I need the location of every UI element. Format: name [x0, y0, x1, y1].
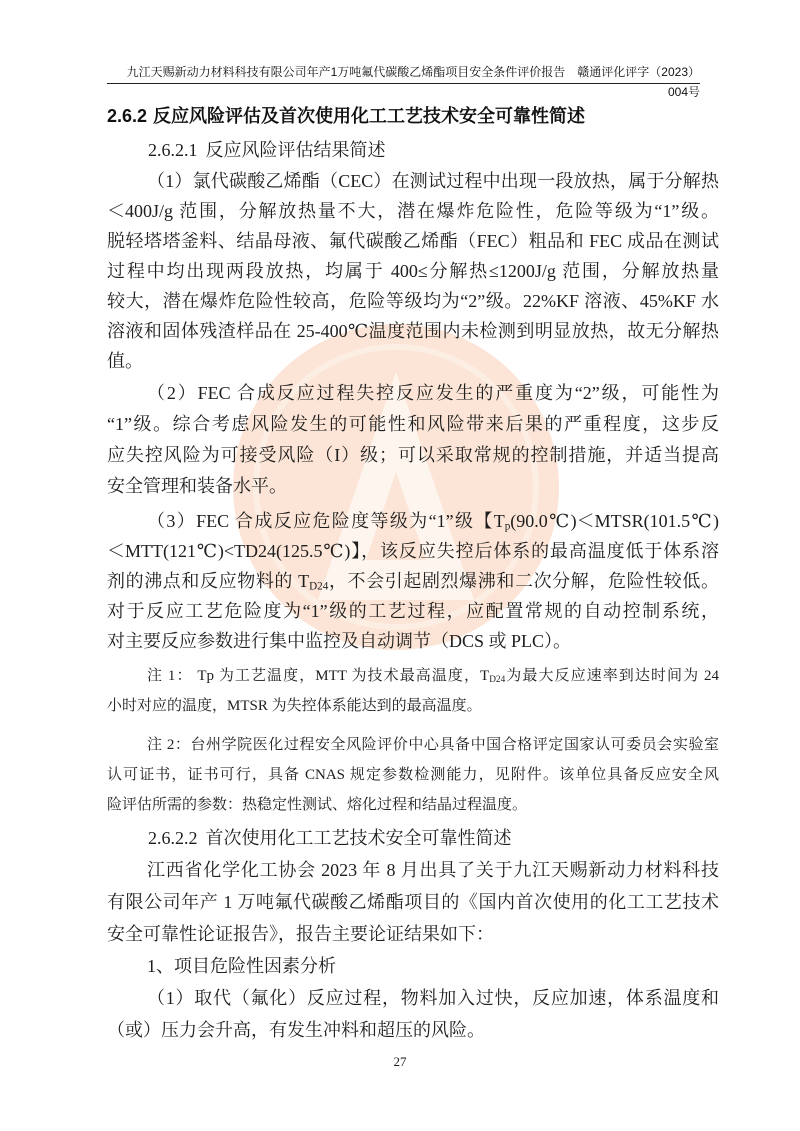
text-run: 安全可靠性论证报告》，报告主要论证结果如下：	[107, 924, 494, 944]
text-run: 溶液和固体残渣样品在 25-400℃温度范围内未检测到明显放热，故无分解热	[107, 321, 719, 341]
text-run: (90.0℃)＜MTSR(101.5℃)	[510, 511, 720, 531]
text-run: （2）FEC 合成反应过程失控反应发生的严重度为“2”级，可能性为	[147, 383, 719, 403]
page-number: 27	[393, 1054, 407, 1069]
paragraph-line	[107, 982, 719, 1014]
text-run: ＜400J/g 范围，分解放热量不大，潜在爆炸危险性，危险等级为“1”级。	[107, 201, 719, 221]
paragraph-1	[107, 166, 719, 376]
text-run: 江西省化学化工协会 2023 年 8 月出具了关于九江天赐新动力材料科技	[147, 860, 719, 880]
text-run: 1、项目危险性因素分析	[147, 956, 336, 976]
paragraph-line	[107, 950, 719, 982]
paragraph-line	[107, 346, 719, 376]
text-run: ＜MTT(121℃)<TD24(125.5℃)】，该反应失控后体系的最高温度低于体系溶	[107, 541, 719, 561]
text-run: 较大，潜在爆炸危险性较高，危险等级均为“2”级。22%KF 溶液、45%KF 水	[107, 291, 719, 311]
note-line	[107, 730, 719, 760]
paragraph-line	[107, 918, 719, 950]
subscript: D24	[489, 675, 506, 686]
text-run: （3）FEC 合成反应危险度等级为“1”级【T	[147, 511, 505, 531]
section-heading	[107, 103, 719, 129]
paragraph-line	[107, 1014, 719, 1046]
paragraph-line	[107, 378, 719, 409]
paragraph-4	[107, 854, 719, 950]
text-run: 小时对应的温度，MTSR 为失控体系能达到的最高温度。	[107, 698, 482, 714]
paragraph-line	[107, 440, 719, 471]
text-run: 应失控风险为可接受风险（I）级；可以采取常规的控制措施，并适当提高	[107, 445, 719, 465]
subscript: p	[504, 520, 511, 533]
paragraph-line	[107, 286, 719, 316]
text-run: 过程中均出现两段放热，均属于 400≤分解热≤1200J/g 范围，分解放热量	[107, 261, 719, 281]
subsection-heading-1	[107, 135, 719, 165]
paragraph-line	[107, 256, 719, 286]
section-title: 反应风险评估及首次使用化工工艺技术安全可靠性简述	[153, 106, 586, 126]
subscript: D24	[309, 580, 329, 593]
note-line	[107, 790, 719, 820]
paragraph-5	[107, 950, 719, 982]
text-run: 注 2：台州学院医化过程安全风险评价中心具备中国合格评定国家认可委员会实验室	[147, 737, 719, 753]
subsection-title: 反应风险评估结果简述	[205, 140, 386, 160]
note-line	[107, 661, 719, 691]
paragraph-line	[107, 409, 719, 440]
header-doc-number: 赣通评化评字（2023）004号	[577, 65, 700, 99]
text-run: 安全管理和装备水平。	[107, 476, 287, 496]
subsection-number: 2.6.2.1	[148, 140, 198, 160]
text-run: 注 1： Tp 为工艺温度，MTT 为技术最高温度，T	[147, 668, 490, 684]
paragraph-3	[107, 506, 719, 656]
text-run: ，不会引起剧烈爆沸和二次分解，危险性较低。	[328, 571, 719, 591]
text-run: 剂的沸点和反应物料的 T	[107, 571, 310, 591]
paragraph-line	[107, 471, 719, 502]
note-line	[107, 760, 719, 790]
paragraph-line	[107, 506, 719, 536]
paragraph-line	[107, 536, 719, 566]
paragraph-line	[107, 566, 719, 596]
text-run: 值。	[107, 351, 143, 371]
subsection-heading-2	[107, 823, 719, 853]
paragraph-line	[107, 886, 719, 918]
text-run: 对于反应工艺危险度为“1”级的工艺过程，应配置常规的自动控制系统，	[107, 601, 719, 621]
text-run: （或）压力会升高，有发生冲料和超压的风险。	[107, 1020, 485, 1040]
paragraph-line	[107, 196, 719, 226]
text-run: （1）取代（氟化）反应过程，物料加入过快，反应加速，体系温度和	[147, 988, 719, 1008]
text-run: 为最大反应速率到达时间为 24	[505, 668, 719, 684]
subsection-number: 2.6.2.2	[148, 828, 198, 848]
note-2	[107, 730, 719, 820]
text-run: 脱轻塔塔釜料、结晶母液、氟代碳酸乙烯酯（FEC）粗品和 FEC 成品在测试	[107, 231, 719, 251]
note-line	[107, 691, 719, 721]
paragraph-6	[107, 982, 719, 1046]
header-title: 九江天赐新动力材料科技有限公司年产1万吨氟代碳酸乙烯酯项目安全条件评价报告	[126, 65, 566, 79]
note-1	[107, 661, 719, 721]
text-run: （1）氯代碳酸乙烯酯（CEC）在测试过程中出现一段放热，属于分解热	[147, 171, 719, 191]
section-number: 2.6.2	[107, 106, 148, 126]
text-run: 认可证书，证书可行，具备 CNAS 规定参数检测能力，见附件。该单位具备反应安全风	[107, 767, 719, 783]
text-run: “1”级。综合考虑风险发生的可能性和风险带来后果的严重程度，这步反	[107, 414, 719, 434]
paragraph-line	[107, 626, 719, 656]
running-header	[107, 62, 700, 99]
text-run: 有限公司年产 1 万吨氟代碳酸乙烯酯项目的《国内首次使用的化工工艺技术	[107, 892, 719, 912]
text-run: 对主要反应参数进行集中监控及自动调节（DCS 或 PLC）。	[107, 631, 572, 651]
paragraph-line	[107, 166, 719, 196]
text-run: 险评估所需的参数：热稳定性测试、熔化过程和结晶过程温度。	[107, 797, 528, 813]
paragraph-line	[107, 316, 719, 346]
paragraph-line	[107, 226, 719, 256]
subsection-title: 首次使用化工工艺技术安全可靠性简述	[205, 828, 512, 848]
paragraph-2	[107, 378, 719, 502]
paragraph-line	[107, 596, 719, 626]
paragraph-line	[107, 854, 719, 886]
